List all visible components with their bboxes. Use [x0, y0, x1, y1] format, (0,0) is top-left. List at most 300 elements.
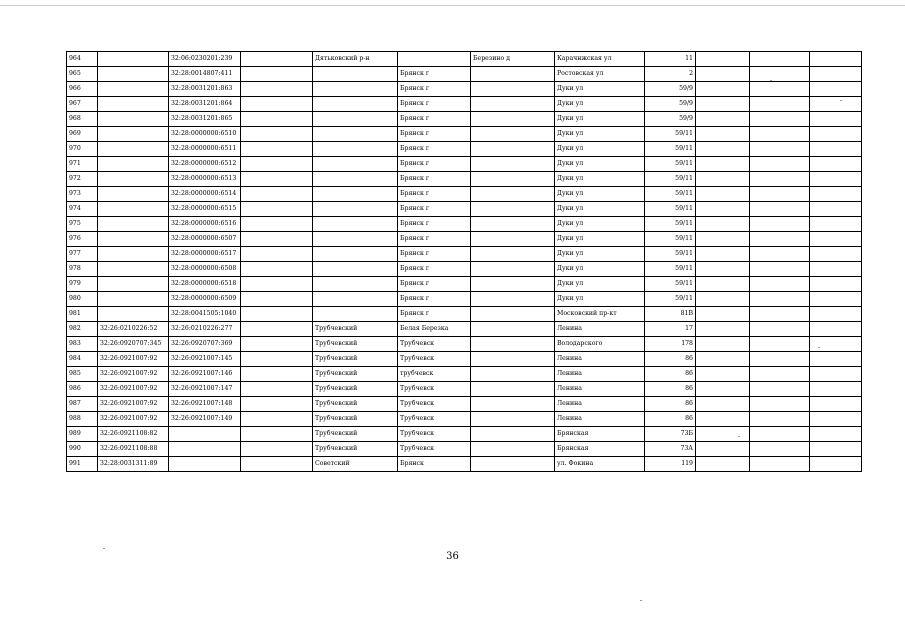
extra-cell: [241, 367, 313, 382]
street-cell: Дуки ул: [555, 172, 645, 187]
extra-cell: [241, 142, 313, 157]
cadastral-number-cell: 32:26:0921007:148: [169, 397, 241, 412]
old-cadastral-cell: [98, 112, 169, 127]
empty-cell: [810, 97, 862, 112]
locality-cell: [471, 247, 555, 262]
settlement-cell: Брянск г: [398, 262, 471, 277]
street-cell: Ленина: [555, 397, 645, 412]
locality-cell: [471, 367, 555, 382]
extra-cell: [241, 232, 313, 247]
empty-cell: [696, 247, 750, 262]
row-number-cell: 971: [67, 157, 98, 172]
settlement-cell: Брянск г: [398, 232, 471, 247]
empty-cell: [750, 172, 810, 187]
table-row: [67, 172, 862, 187]
street-cell: Дуки ул: [555, 292, 645, 307]
street-cell: Карачнжская ул: [555, 52, 645, 67]
cadastral-number-cell: 32:28:0031201:864: [169, 97, 241, 112]
house-cell: 59/11: [645, 292, 696, 307]
empty-cell: [696, 322, 750, 337]
empty-cell: [810, 292, 862, 307]
street-cell: Дуки ул: [555, 127, 645, 142]
row-number-cell: 973: [67, 187, 98, 202]
house-cell: 59/11: [645, 172, 696, 187]
old-cadastral-cell: 32:26:0920707:345: [98, 337, 169, 352]
cadastral-number-cell: 32:28:0041505:1040: [169, 307, 241, 322]
old-cadastral-cell: [98, 292, 169, 307]
old-cadastral-cell: 32:26:0921007:92: [98, 352, 169, 367]
extra-cell: [241, 112, 313, 127]
scan-speck: [840, 100, 842, 101]
empty-cell: [750, 247, 810, 262]
settlement-cell: [398, 52, 471, 67]
extra-cell: [241, 247, 313, 262]
settlement-cell: Брянск г: [398, 112, 471, 127]
district-cell: Трубчевский: [313, 382, 398, 397]
empty-cell: [750, 367, 810, 382]
row-number-cell: 991: [67, 457, 98, 472]
empty-cell: [750, 262, 810, 277]
cadastral-number-cell: 32:28:0000000:6512: [169, 157, 241, 172]
table-row: [67, 67, 862, 82]
empty-cell: [750, 427, 810, 442]
table-row: [67, 352, 862, 367]
empty-cell: [696, 172, 750, 187]
empty-cell: [750, 187, 810, 202]
house-cell: 73Б: [645, 427, 696, 442]
table-row: [67, 337, 862, 352]
empty-cell: [750, 397, 810, 412]
settlement-cell: Брянск г: [398, 142, 471, 157]
street-cell: Дуки ул: [555, 277, 645, 292]
empty-cell: [750, 442, 810, 457]
street-cell: Дуки ул: [555, 97, 645, 112]
locality-cell: [471, 397, 555, 412]
house-cell: 2: [645, 67, 696, 82]
house-cell: 81В: [645, 307, 696, 322]
table-row: [67, 187, 862, 202]
empty-cell: [810, 112, 862, 127]
house-cell: 59/11: [645, 277, 696, 292]
settlement-cell: Трубчевск: [398, 397, 471, 412]
locality-cell: [471, 292, 555, 307]
extra-cell: [241, 172, 313, 187]
empty-cell: [750, 202, 810, 217]
old-cadastral-cell: [98, 157, 169, 172]
scan-speck: [770, 80, 772, 81]
empty-cell: [696, 112, 750, 127]
empty-cell: [810, 202, 862, 217]
registry-table: [66, 51, 862, 472]
empty-cell: [750, 277, 810, 292]
row-number-cell: 970: [67, 142, 98, 157]
street-cell: Ростовская ул: [555, 67, 645, 82]
empty-cell: [750, 127, 810, 142]
district-cell: [313, 127, 398, 142]
extra-cell: [241, 382, 313, 397]
row-number-cell: 982: [67, 322, 98, 337]
district-cell: [313, 112, 398, 127]
table-row: [67, 292, 862, 307]
old-cadastral-cell: [98, 202, 169, 217]
extra-cell: [241, 217, 313, 232]
empty-cell: [696, 307, 750, 322]
table-row: [67, 322, 862, 337]
empty-cell: [696, 142, 750, 157]
locality-cell: [471, 67, 555, 82]
cadastral-number-cell: 32:28:0000000:6516: [169, 217, 241, 232]
house-cell: 59/11: [645, 157, 696, 172]
table-row: [67, 217, 862, 232]
table-row: [67, 202, 862, 217]
street-cell: Московский пр-кт: [555, 307, 645, 322]
house-cell: 59/11: [645, 187, 696, 202]
house-cell: 86: [645, 412, 696, 427]
extra-cell: [241, 457, 313, 472]
district-cell: Трубчевский: [313, 412, 398, 427]
table-row: [67, 97, 862, 112]
cadastral-number-cell: 32:28:0031201:863: [169, 82, 241, 97]
district-cell: [313, 97, 398, 112]
extra-cell: [241, 292, 313, 307]
old-cadastral-cell: 32:28:0031311:89: [98, 457, 169, 472]
empty-cell: [750, 82, 810, 97]
empty-cell: [810, 397, 862, 412]
empty-cell: [810, 247, 862, 262]
cadastral-number-cell: 32:28:0000000:6518: [169, 277, 241, 292]
cadastral-number-cell: [169, 457, 241, 472]
row-number-cell: 966: [67, 82, 98, 97]
empty-cell: [696, 457, 750, 472]
cadastral-number-cell: 32:28:0014807:411: [169, 67, 241, 82]
table-row: [67, 442, 862, 457]
house-cell: 59/9: [645, 97, 696, 112]
table-row: [67, 277, 862, 292]
district-cell: Трубчевский: [313, 442, 398, 457]
empty-cell: [696, 202, 750, 217]
empty-cell: [810, 367, 862, 382]
street-cell: Дуки ул: [555, 112, 645, 127]
settlement-cell: Белая Березка: [398, 322, 471, 337]
locality-cell: Березино д: [471, 52, 555, 67]
empty-cell: [750, 232, 810, 247]
street-cell: Дуки ул: [555, 187, 645, 202]
settlement-cell: Трубчевск: [398, 427, 471, 442]
empty-cell: [810, 217, 862, 232]
row-number-cell: 980: [67, 292, 98, 307]
street-cell: Ленина: [555, 322, 645, 337]
cadastral-number-cell: 32:28:0000000:6508: [169, 262, 241, 277]
old-cadastral-cell: [98, 187, 169, 202]
extra-cell: [241, 322, 313, 337]
top-rule: [0, 5, 905, 6]
cadastral-number-cell: 32:26:0921007:149: [169, 412, 241, 427]
cadastral-number-cell: 32:26:0920707:369: [169, 337, 241, 352]
house-cell: 86: [645, 382, 696, 397]
empty-cell: [750, 382, 810, 397]
empty-cell: [750, 292, 810, 307]
street-cell: Ленина: [555, 382, 645, 397]
extra-cell: [241, 427, 313, 442]
district-cell: [313, 142, 398, 157]
row-number-cell: 969: [67, 127, 98, 142]
house-cell: 86: [645, 397, 696, 412]
table-row: [67, 52, 862, 67]
row-number-cell: 983: [67, 337, 98, 352]
empty-cell: [696, 262, 750, 277]
district-cell: [313, 157, 398, 172]
old-cadastral-cell: [98, 277, 169, 292]
empty-cell: [810, 307, 862, 322]
empty-cell: [696, 352, 750, 367]
cadastral-number-cell: 32:28:0000000:6509: [169, 292, 241, 307]
empty-cell: [810, 142, 862, 157]
row-number-cell: 979: [67, 277, 98, 292]
locality-cell: [471, 352, 555, 367]
street-cell: Дуки ул: [555, 217, 645, 232]
empty-cell: [750, 142, 810, 157]
empty-cell: [750, 157, 810, 172]
street-cell: Дуки ул: [555, 82, 645, 97]
table-row: [67, 232, 862, 247]
house-cell: 119: [645, 457, 696, 472]
row-number-cell: 987: [67, 397, 98, 412]
row-number-cell: 985: [67, 367, 98, 382]
house-cell: 59/11: [645, 127, 696, 142]
district-cell: [313, 202, 398, 217]
house-cell: 59/11: [645, 247, 696, 262]
old-cadastral-cell: [98, 97, 169, 112]
empty-cell: [810, 322, 862, 337]
empty-cell: [810, 232, 862, 247]
extra-cell: [241, 277, 313, 292]
row-number-cell: 965: [67, 67, 98, 82]
locality-cell: [471, 262, 555, 277]
district-cell: [313, 292, 398, 307]
empty-cell: [810, 52, 862, 67]
house-cell: 73А: [645, 442, 696, 457]
empty-cell: [750, 112, 810, 127]
old-cadastral-cell: [98, 217, 169, 232]
empty-cell: [810, 382, 862, 397]
table-row: [67, 262, 862, 277]
cadastral-number-cell: 32:28:0031201:865: [169, 112, 241, 127]
cadastral-number-cell: 32:26:0921007:145: [169, 352, 241, 367]
settlement-cell: Брянск г: [398, 157, 471, 172]
empty-cell: [696, 97, 750, 112]
empty-cell: [810, 82, 862, 97]
extra-cell: [241, 412, 313, 427]
settlement-cell: Брянск г: [398, 82, 471, 97]
table-row: [67, 367, 862, 382]
cadastral-number-cell: 32:28:0000000:6511: [169, 142, 241, 157]
settlement-cell: Брянск г: [398, 67, 471, 82]
street-cell: Ленина: [555, 367, 645, 382]
cadastral-number-cell: 32:26:0210226:277: [169, 322, 241, 337]
empty-cell: [750, 337, 810, 352]
house-cell: 86: [645, 352, 696, 367]
old-cadastral-cell: 32:26:0921007:92: [98, 397, 169, 412]
locality-cell: [471, 217, 555, 232]
empty-cell: [810, 157, 862, 172]
empty-cell: [810, 427, 862, 442]
locality-cell: [471, 202, 555, 217]
empty-cell: [750, 67, 810, 82]
locality-cell: [471, 82, 555, 97]
district-cell: [313, 247, 398, 262]
old-cadastral-cell: 32:26:0210226:52: [98, 322, 169, 337]
empty-cell: [810, 127, 862, 142]
empty-cell: [810, 352, 862, 367]
scan-speck: [640, 600, 642, 601]
row-number-cell: 975: [67, 217, 98, 232]
scan-speck: [818, 347, 820, 348]
old-cadastral-cell: [98, 172, 169, 187]
row-number-cell: 981: [67, 307, 98, 322]
row-number-cell: 974: [67, 202, 98, 217]
extra-cell: [241, 127, 313, 142]
cadastral-number-cell: [169, 427, 241, 442]
locality-cell: [471, 97, 555, 112]
empty-cell: [750, 97, 810, 112]
empty-cell: [696, 67, 750, 82]
cadastral-number-cell: 32:28:0000000:6515: [169, 202, 241, 217]
house-cell: 59/11: [645, 232, 696, 247]
empty-cell: [810, 442, 862, 457]
empty-cell: [696, 442, 750, 457]
district-cell: Трубчевский: [313, 337, 398, 352]
old-cadastral-cell: 32:26:0921007:92: [98, 412, 169, 427]
street-cell: Брянская: [555, 427, 645, 442]
district-cell: Трубчевский: [313, 367, 398, 382]
extra-cell: [241, 52, 313, 67]
cadastral-number-cell: 32:28:0000000:6513: [169, 172, 241, 187]
row-number-cell: 988: [67, 412, 98, 427]
extra-cell: [241, 352, 313, 367]
empty-cell: [696, 337, 750, 352]
street-cell: Дуки ул: [555, 262, 645, 277]
district-cell: [313, 307, 398, 322]
extra-cell: [241, 442, 313, 457]
extra-cell: [241, 82, 313, 97]
empty-cell: [810, 262, 862, 277]
empty-cell: [696, 157, 750, 172]
row-number-cell: 990: [67, 442, 98, 457]
district-cell: [313, 82, 398, 97]
empty-cell: [696, 292, 750, 307]
empty-cell: [696, 427, 750, 442]
empty-cell: [696, 277, 750, 292]
cadastral-number-cell: 32:06:0230201:239: [169, 52, 241, 67]
locality-cell: [471, 277, 555, 292]
house-cell: 17: [645, 322, 696, 337]
empty-cell: [750, 217, 810, 232]
locality-cell: [471, 442, 555, 457]
settlement-cell: Трубчевск: [398, 442, 471, 457]
empty-cell: [696, 52, 750, 67]
locality-cell: [471, 322, 555, 337]
old-cadastral-cell: 32:26:0921108:82: [98, 427, 169, 442]
row-number-cell: 986: [67, 382, 98, 397]
extra-cell: [241, 397, 313, 412]
street-cell: Дуки ул: [555, 202, 645, 217]
empty-cell: [696, 397, 750, 412]
cadastral-number-cell: [169, 442, 241, 457]
house-cell: 59/9: [645, 82, 696, 97]
empty-cell: [810, 67, 862, 82]
district-cell: [313, 232, 398, 247]
empty-cell: [810, 457, 862, 472]
district-cell: Дятьковский р-н: [313, 52, 398, 67]
extra-cell: [241, 262, 313, 277]
table-row: [67, 112, 862, 127]
street-cell: Дуки ул: [555, 247, 645, 262]
empty-cell: [750, 457, 810, 472]
district-cell: Трубчевский: [313, 352, 398, 367]
street-cell: Володарского: [555, 337, 645, 352]
house-cell: 59/11: [645, 202, 696, 217]
table-row: [67, 382, 862, 397]
empty-cell: [810, 412, 862, 427]
house-cell: 59/9: [645, 112, 696, 127]
extra-cell: [241, 97, 313, 112]
house-cell: 178: [645, 337, 696, 352]
locality-cell: [471, 142, 555, 157]
locality-cell: [471, 382, 555, 397]
row-number-cell: 976: [67, 232, 98, 247]
empty-cell: [810, 277, 862, 292]
row-number-cell: 978: [67, 262, 98, 277]
row-number-cell: 984: [67, 352, 98, 367]
empty-cell: [750, 352, 810, 367]
locality-cell: [471, 172, 555, 187]
house-cell: 59/11: [645, 142, 696, 157]
table-row: [67, 397, 862, 412]
settlement-cell: Брянск г: [398, 127, 471, 142]
row-number-cell: 968: [67, 112, 98, 127]
old-cadastral-cell: 32:26:0921007:92: [98, 382, 169, 397]
settlement-cell: Брянск г: [398, 187, 471, 202]
scan-speck: [738, 436, 740, 437]
old-cadastral-cell: [98, 307, 169, 322]
old-cadastral-cell: [98, 127, 169, 142]
settlement-cell: Трубчевск: [398, 352, 471, 367]
empty-cell: [696, 382, 750, 397]
cadastral-number-cell: 32:28:0000000:6514: [169, 187, 241, 202]
old-cadastral-cell: [98, 232, 169, 247]
table-row: [67, 82, 862, 97]
table-row: [67, 307, 862, 322]
empty-cell: [750, 412, 810, 427]
locality-cell: [471, 157, 555, 172]
empty-cell: [810, 337, 862, 352]
locality-cell: [471, 187, 555, 202]
settlement-cell: Брянск г: [398, 172, 471, 187]
row-number-cell: 977: [67, 247, 98, 262]
table-row: [67, 142, 862, 157]
extra-cell: [241, 157, 313, 172]
district-cell: [313, 187, 398, 202]
empty-cell: [810, 172, 862, 187]
street-cell: Дуки ул: [555, 157, 645, 172]
street-cell: ул. Фокина: [555, 457, 645, 472]
district-cell: Трубчевский: [313, 397, 398, 412]
empty-cell: [696, 217, 750, 232]
settlement-cell: Брянск г: [398, 217, 471, 232]
locality-cell: [471, 457, 555, 472]
empty-cell: [696, 232, 750, 247]
row-number-cell: 989: [67, 427, 98, 442]
